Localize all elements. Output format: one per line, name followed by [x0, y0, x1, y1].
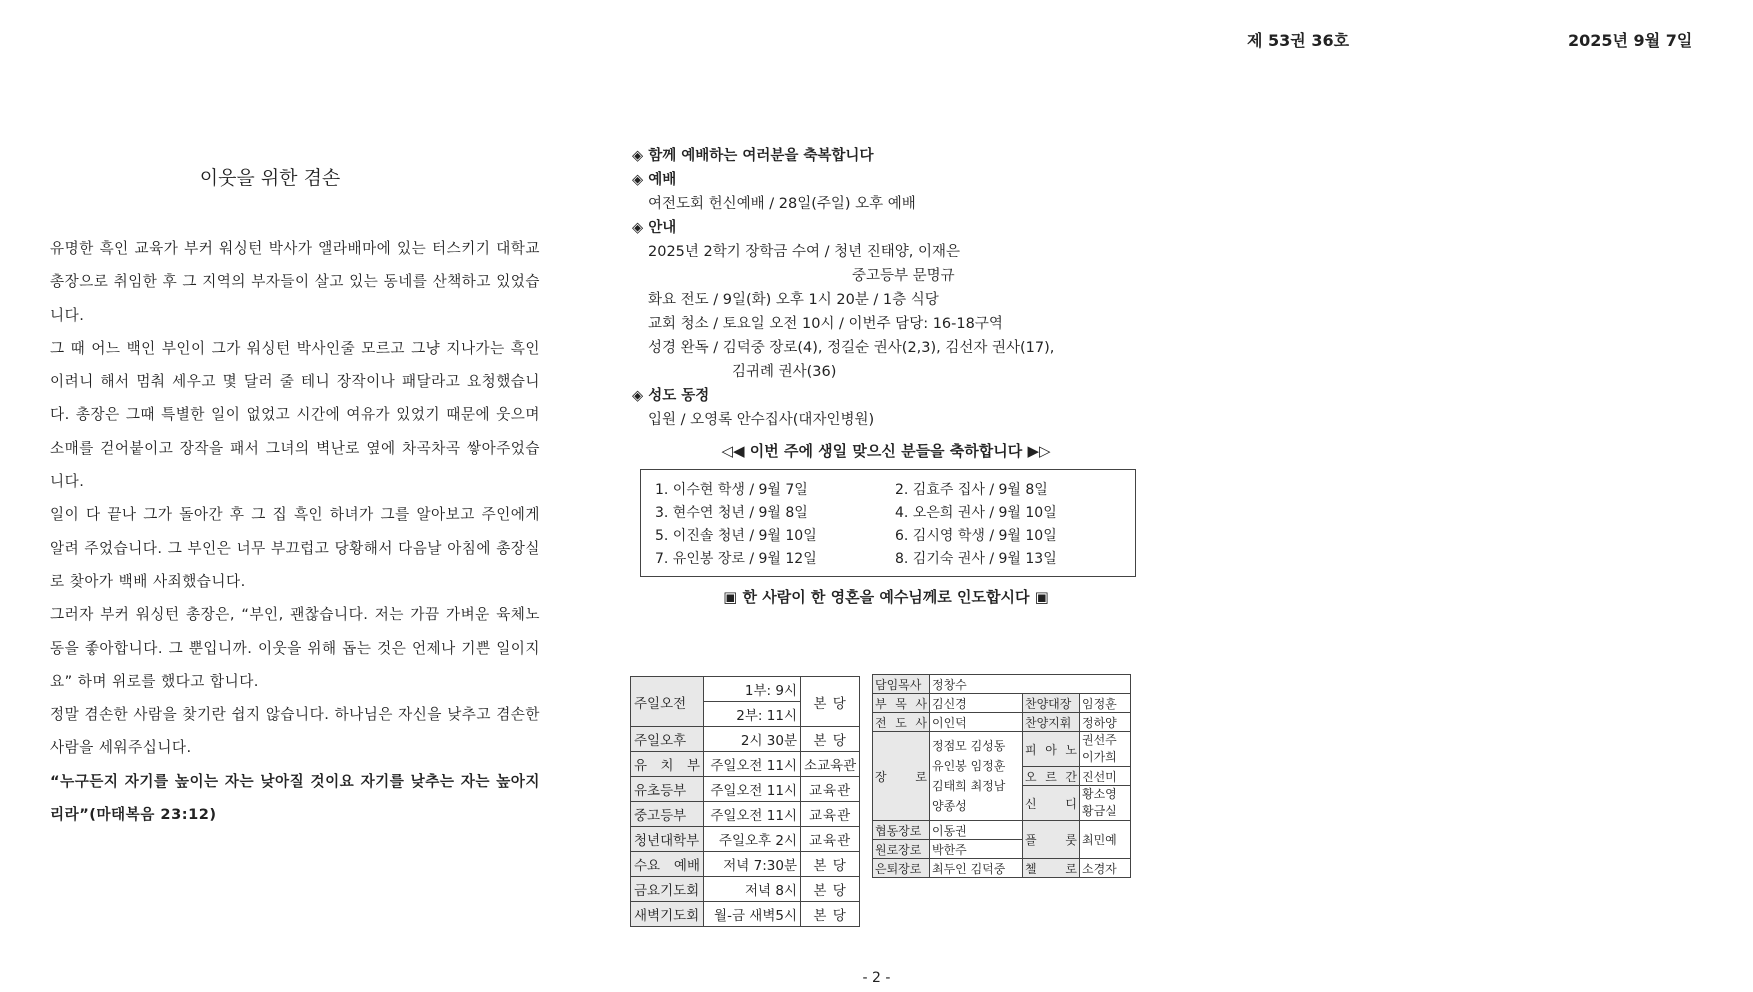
- birthday-entry: 4. 오은희 권사 / 9월 10일: [895, 505, 1057, 521]
- staff-role: 첼 로: [1023, 859, 1080, 878]
- notice-item: 화요 전도 / 9일(화) 오후 1시 20분 / 1층 식당: [648, 292, 939, 308]
- table-row: [873, 713, 1131, 732]
- birthday-entry: 2. 김효주 집사 / 9월 8일: [895, 482, 1048, 498]
- birthday-entry: 3. 현수연 청년 / 9월 8일: [655, 505, 808, 521]
- birthday-entry: 6. 김시영 학생 / 9월 10일: [895, 528, 1057, 544]
- staff-role: 피 아 노: [1023, 732, 1080, 767]
- table-row: [873, 675, 1131, 694]
- staff-person: 정창수: [930, 675, 1131, 694]
- table-row: [873, 821, 1131, 840]
- staff-role: 협동장로: [873, 821, 930, 840]
- staff-role: 장 로: [873, 732, 930, 821]
- piano-list: [1080, 732, 1131, 767]
- table-row: [631, 727, 860, 752]
- staff-person: 황소영: [1082, 787, 1117, 801]
- staff-role: 부 목 사: [873, 694, 930, 713]
- table-row: [631, 677, 860, 702]
- staff-person: 박한주: [930, 840, 1023, 859]
- article-paragraph: 그러자 부커 워싱턴 총장은, “부인, 괜찮습니다. 저는 가끔 가벼운 육체노동을 좋아합니다. 그 뿐입니까. 이웃을 위해 돕는 것은 언제나 기쁜 일이지요” 하며 위로를 했다고 합니다.: [50, 606, 540, 690]
- service-name: 유 치 부: [631, 752, 704, 777]
- table-row: [631, 827, 860, 852]
- service-time: 2시 30분: [704, 727, 801, 752]
- service-place: 본 당: [801, 852, 860, 877]
- service-place: 교육관: [801, 777, 860, 802]
- service-time: 주일오후 2시: [704, 827, 801, 852]
- birthday-title: ◁◀ 이번 주에 생일 맞으신 분들을 축하합니다 ▶▷: [721, 442, 1051, 460]
- table-row: [873, 859, 1131, 878]
- worship-schedule-table: [630, 676, 860, 927]
- service-name: 새벽기도회: [631, 902, 704, 927]
- staff-person: 양종성: [932, 799, 967, 813]
- notice-item: 2025년 2학기 장학금 수여 / 청년 진태양, 이재은: [648, 244, 960, 260]
- table-row: [873, 732, 1131, 767]
- scripture-verse: “누구든지 자기를 높이는 자는 낮아질 것이요 자기를 낮추는 자는 높아지리라”(마태복음 23:12): [50, 772, 540, 824]
- notice-item: 교회 청소 / 토요일 오전 10시 / 이번주 담당: 16-18구역: [648, 316, 1003, 332]
- staff-person: 최두인 김덕중: [930, 859, 1023, 878]
- staff-role: 담임목사: [873, 675, 930, 694]
- service-name: 청년대학부: [631, 827, 704, 852]
- article-paragraph: 그 때 어느 백인 부인이 그가 워싱턴 박사인줄 모르고 그냥 지나가는 흑인이려니 해서 멈춰 세우고 몇 달러 줄 테니 장작이나 패달라고 요청했습니다. 총장은 그때 특별한 일이 없었고 시간에 여유가 있었기 때문에 웃으며 소매를 걷어붙이고 장작을 패서 그녀의 벽난로 옆에 차곡차곡 쌓아주었습니다.: [50, 339, 540, 491]
- service-time: 월-금 새벽5시: [704, 902, 801, 927]
- table-row: [631, 802, 860, 827]
- staff-role: 은퇴장로: [873, 859, 930, 878]
- staff-person: 이동권: [930, 821, 1023, 840]
- staff-person: 권선주: [1082, 733, 1117, 747]
- notice-item: 중고등부 문명규: [852, 268, 955, 284]
- staff-role: 플 룻: [1023, 821, 1080, 859]
- table-row: [631, 752, 860, 777]
- staff-table: [872, 674, 1131, 878]
- service-place: 본 당: [801, 727, 860, 752]
- birthday-entry: 7. 유인봉 장로 / 9월 12일: [655, 551, 817, 567]
- announcements: [632, 144, 1152, 432]
- staff-role: 찬양지휘: [1023, 713, 1080, 732]
- staff-role: 찬양대장: [1023, 694, 1080, 713]
- service-name: 유초등부: [631, 777, 704, 802]
- staff-person: 이인덕: [930, 713, 1023, 732]
- staff-person: 이가희: [1082, 750, 1117, 764]
- notice-item: 성경 완독 / 김덕중 장로(4), 정길순 권사(2,3), 김선자 권사(17),: [648, 340, 1055, 356]
- staff-person: 유인봉 임정훈: [932, 759, 1006, 773]
- slogan: ▣ 한 사람이 한 영혼을 예수님께로 인도합시다 ▣: [723, 588, 1049, 606]
- article-body: [50, 232, 540, 831]
- table-row: [631, 852, 860, 877]
- synth-list: [1080, 786, 1131, 821]
- notice-heading: ◈ 안내: [632, 220, 677, 236]
- volume-issue: 제 53권 36호: [1247, 31, 1350, 50]
- table-row: [631, 902, 860, 927]
- news-heading: ◈ 성도 동정: [632, 388, 710, 404]
- table-row: [631, 777, 860, 802]
- service-name: 주일오후: [631, 727, 704, 752]
- article-paragraph: 일이 다 끝나 그가 돌아간 후 그 집 흑인 하녀가 그를 알아보고 주인에게 알려 주었습니다. 그 부인은 너무 부끄럽고 당황해서 다음날 아침에 총장실로 찾아가 백배 사죄했습니다.: [50, 506, 540, 590]
- service-time: 주일오전 11시: [704, 802, 801, 827]
- worship-item: 여전도회 헌신예배 / 28일(주일) 오후 예배: [648, 196, 916, 212]
- table-row: [873, 694, 1131, 713]
- article-paragraph: 유명한 흑인 교육가 부커 워싱턴 박사가 앨라배마에 있는 터스키기 대학교 총장으로 취임한 후 그 지역의 부자들이 살고 있는 동네를 산책하고 있었습니다.: [50, 240, 540, 324]
- birthday-entry: 5. 이진솔 청년 / 9월 10일: [655, 528, 817, 544]
- staff-person: 정하양: [1080, 713, 1131, 732]
- service-time: 주일오전 11시: [704, 752, 801, 777]
- welcome-heading: ◈ 함께 예배하는 여러분을 축복합니다: [632, 148, 874, 164]
- staff-role: 오 르 간: [1023, 767, 1080, 786]
- service-place: 본 당: [801, 902, 860, 927]
- service-time: 저녁 8시: [704, 877, 801, 902]
- staff-person: 정점모 김성동: [932, 739, 1006, 753]
- page-number: - 2 -: [862, 970, 891, 986]
- staff-role: 전 도 사: [873, 713, 930, 732]
- staff-person: 진선미: [1080, 767, 1131, 786]
- service-time: 저녁 7:30분: [704, 852, 801, 877]
- service-place: 교육관: [801, 827, 860, 852]
- service-time: 1부: 9시: [704, 677, 801, 702]
- service-place: 교육관: [801, 802, 860, 827]
- birthday-entry: 1. 이수현 학생 / 9월 7일: [655, 482, 808, 498]
- staff-person: 임정훈: [1080, 694, 1131, 713]
- service-name: 주일오전: [631, 677, 704, 727]
- bulletin-date: 2025년 9월 7일: [1568, 31, 1693, 50]
- article-paragraph: 정말 겸손한 사람을 찾기란 쉽지 않습니다. 하나님은 자신을 낮추고 겸손한 사람을 세워주십니다.: [50, 706, 540, 757]
- birthday-entry: 8. 김기숙 권사 / 9월 13일: [895, 551, 1057, 567]
- staff-person: 김태희 최정남: [932, 779, 1006, 793]
- elder-list: [930, 732, 1023, 821]
- service-name: 금요기도회: [631, 877, 704, 902]
- staff-person: 김신경: [930, 694, 1023, 713]
- service-time: 2부: 11시: [704, 702, 801, 727]
- news-item: 입원 / 오영록 안수집사(대자인병원): [648, 412, 875, 428]
- table-row: [631, 877, 860, 902]
- staff-person: 최민예: [1080, 821, 1131, 859]
- service-place: 소교육관: [801, 752, 860, 777]
- service-place: 본 당: [801, 877, 860, 902]
- staff-role: 신 디: [1023, 786, 1080, 821]
- notice-item: 김귀례 권사(36): [732, 364, 837, 380]
- service-time: 주일오전 11시: [704, 777, 801, 802]
- worship-heading: ◈ 예배: [632, 172, 677, 188]
- staff-person: 황금실: [1082, 804, 1117, 818]
- staff-role: 원로장로: [873, 840, 930, 859]
- service-place: 본 당: [801, 677, 860, 727]
- service-name: 중고등부: [631, 802, 704, 827]
- article-title: 이웃을 위한 겸손: [199, 167, 341, 189]
- birthday-box: [640, 469, 1136, 577]
- staff-person: 소경자: [1080, 859, 1131, 878]
- service-name: 수요 예배: [631, 852, 704, 877]
